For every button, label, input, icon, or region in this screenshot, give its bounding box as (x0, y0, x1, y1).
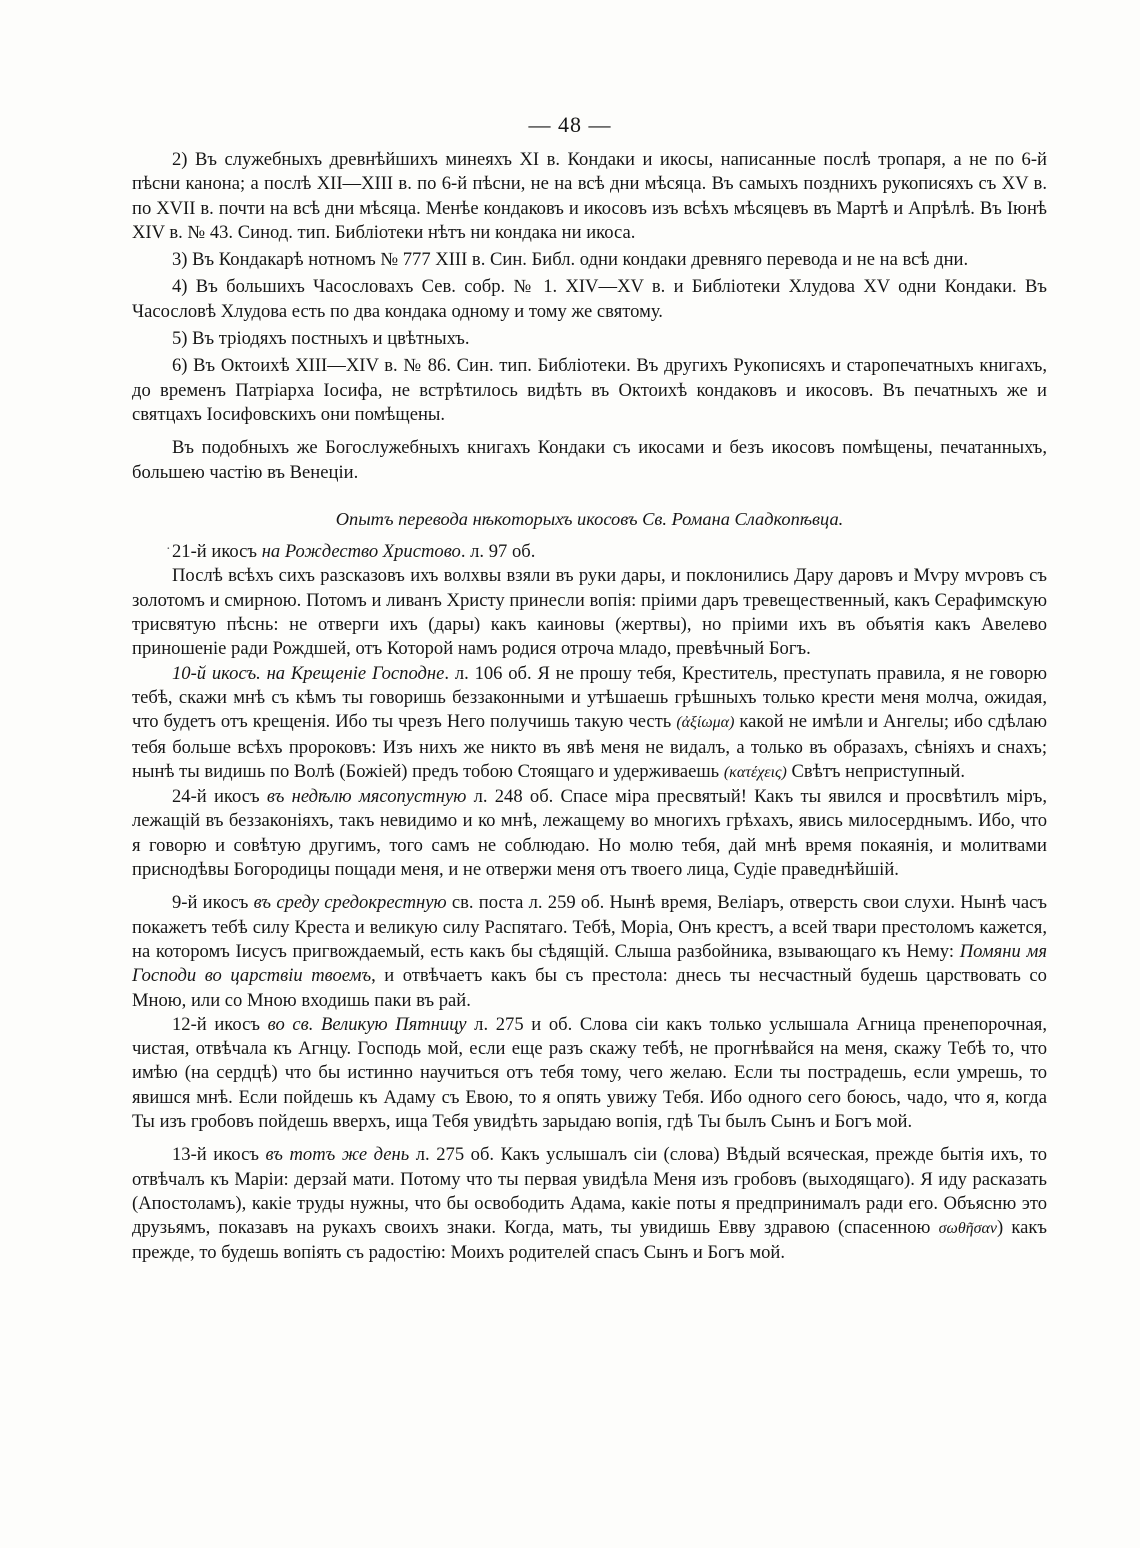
ikos-24-text: л. 248 об. Спасе міра пресвятый! Какъ ты явился и просвѣтилъ міръ, лежащій въ беззаконіяхъ, такъ невидимо и ко мнѣ, лежащему во многихъ грѣхахъ, явись милосерднымъ. Ибо, что я говорю и совѣтую другимъ, того самъ не соблюдаю. Но молю тебя, дай мнѣ время покаянія, и молитвами приснодѣвы Богородицы пощади меня, и не отвержи меня отъ твоего лица, Судіе праведнѣйшій. (132, 786, 1048, 881)
ikos-13-text-1: л. 275 об. Какъ услышалъ сіи (слова) Вѣдый всяческая, прежде бытія ихъ, то отвѣчалъ къ Маріи: дерзай мати. Потому что ты первая увидѣла Меня изъ гробовъ (выходящаго). Я иду расказать (Апостоламъ), какіе труды нужны, что бы освободить Адама, какіе поты я предпринималъ ради его. Объясню это друзьямъ, показавъ на рукахъ своихъ знаки. Когда, мать, ты увидишь Евву здравою (спасенною (132, 1144, 1047, 1239)
paragraph-venice: Въ подобныхъ же Богослужебныхъ книгахъ Кондаки съ икосами и безъ икосовъ помѣщены, печатанныхъ, большею частію въ Венеціи. (132, 437, 1047, 483)
ikos-21-text: Послѣ всѣхъ сихъ разсказовъ ихъ волхвы взяли въ руки дары, и поклонились Дару даровъ и Мѵру мѵровъ съ золотомъ и смирною. Потомъ и ливанъ Христу принесли вопія: пріими даръ тревещественный, какъ Серафимскую трисвятую пѣснь: не отверги ихъ (дары) какъ каиновы (жертвы), но пріими ихъ въ объятія какъ Авелево приношеніе ради Рождшей, отъ Которой намъ родися отроча младо, превѣчный Богъ. (132, 565, 1047, 660)
ikos-13-number: 13-й икосъ (172, 1144, 266, 1166)
page-number: — 48 — (528, 112, 612, 137)
ikos-21-number: 21-й икосъ (172, 541, 262, 563)
ikos-10-text-3: Свѣтъ неприступный. (786, 760, 965, 782)
greek-term-axioma: (ἀξίωμα) (676, 714, 735, 732)
ikos-12-number: 12-й икосъ (172, 1013, 268, 1035)
ikos-10-feast: 10-й икосъ. на Крещеніе Господне (172, 662, 445, 684)
ikos-9-quote: Помяни мя Господи во царствіи твоемъ (132, 940, 1047, 987)
ikos-21-feast: на Рождество Христово (261, 541, 461, 563)
paragraph-4: 4) Въ большихъ Часословахъ Сев. собр. № 1. XIV—XV в. и Библіотеки Хлудова XV одни Кондаки. Въ Часословѣ Хлудова есть по два кондака одному и тому же святому. (132, 276, 1047, 322)
ikos-10 (132, 662, 1047, 785)
ikos-12-text: л. 275 и об. Слова сіи какъ только услышала Агница пренепорочная, чистая, отвѣчала къ Агнцу. Господь мой, если еще разъ скажу тебѣ, не прогнѣвайся на меня, скажу Тебѣ то, что имѣю (на сердцѣ) что бы истинно научиться отъ тебя тому, чего желаю. Если ты пострадешь, если умрешь, то явишся мнѣ. Если пойдешь къ Адаму съ Евою, то я опять увижу Тебя. Ибо одного сего боюсь, чадо, что я, когда Ты изъ гробовъ пойдешь вверхъ, ища Тебя увидѣть зарыдаю вопія, гдѣ Ты былъ Сынъ и Богъ мой. (132, 1013, 1048, 1132)
ikos-12 (132, 1013, 1047, 1134)
ikos-21-heading (132, 540, 1047, 564)
ikos-9-feast: въ среду средокрестную (253, 892, 447, 914)
ikos-13-text-2: ) какъ прежде, то будешь вопіять съ радостію: Моихъ родителей спасъ Сынъ и Богъ мой. (132, 1217, 1048, 1264)
ikos-9-text-1: св. поста л. 259 об. Нынѣ время, Веліаръ, отверсть свои слухи. Нынѣ часъ покажетъ тебѣ силу Креста и великую силу Распятаго. Тебѣ, Моріа, Онъ крестъ, а всей твари престоломъ кажется, на которомъ Іисусъ пригвождаемый, есть какъ бы сѣдящій. Слыша разбойника, взывающаго къ Нему: (132, 892, 1047, 962)
greek-term-sothesan: σωθῆσαν (938, 1220, 997, 1238)
ikos-12-feast: во св. Великую Пятницу (267, 1013, 467, 1035)
ikos-9-text-2: , и отвѣчаетъ какъ бы съ престола: днесь ты несчастный будешь царствовать со Мною, или со Мною входишь паки въ рай. (132, 965, 1047, 1011)
greek-term-katecheis: (κατέχεις) (723, 763, 787, 781)
ikos-10-text-1: . л. 106 об. Я не прошу тебя, Креститель, преступать правила, я не говорю тебѣ, скажи мнѣ съ кѣмъ ты говоришь беззаконными и утѣшаешь грѣшныхъ только крести меня молча, ожидая, что будетъ отъ крещенія. Ибо ты чрезъ Него получишь такую честь (132, 662, 1048, 733)
ikos-24-feast: въ недѣлю мясопустную (266, 786, 467, 808)
ikos-9-number: 9-й икосъ (172, 892, 254, 914)
ikos-21-folio: . л. 97 об. (460, 541, 536, 563)
margin-mark: · (166, 542, 171, 557)
text-body (132, 148, 1047, 1266)
ikos-13 (132, 1143, 1047, 1265)
ikos-13-feast: въ тотъ же день (265, 1144, 410, 1166)
paragraph-2: 2) Въ служебныхъ древнѣйшихъ минеяхъ XI в. Кондаки и икосы, написанные послѣ тропаря, а не по 6-й пѣсни канона; а послѣ XII—XIII в. по 6-й пѣсни, не на всѣ дни мѣсяца. Въ самыхъ позднихъ рукописяхъ съ XV в. по XVII в. почти на всѣ дни мѣсяца. Менѣе кондаковъ и икосовъ изъ всѣхъ мѣсяцевъ въ Мартѣ и Апрѣлѣ. Въ Іюнѣ XIV в. № 43. Синод. тип. Библіотеки нѣтъ ни кондака ни икоса. (132, 149, 1047, 243)
ikos-24-number: 24-й икосъ (172, 786, 267, 808)
ikos-24 (132, 785, 1047, 882)
section-heading: Опытъ перевода нѣкоторыхъ икосовъ Св. Романа Сладкопѣвца. (335, 508, 844, 529)
paragraph-3: 3) Въ Кондакарѣ нотномъ № 777 XIII в. Син. Библ. одни кондаки древняго перевода и не на всѣ дни. (172, 249, 969, 271)
paragraph-6: 6) Въ Октоихѣ XIII—XIV в. № 86. Син. тип. Библіотеки. Въ другихъ Рукописяхъ и старопечатныхъ книгахъ, до временъ Патріарха Іосифа, не встрѣтилось видѣть въ Октоихѣ кондаковъ и икосовъ. Въ печатныхъ же и святцахъ Іосифовскихъ они помѣщены. (132, 355, 1047, 425)
ikos-10-text-2: какой не имѣли и Ангелы; ибо сдѣлаю тебя больше всѣхъ пророковъ: Изъ нихъ же никто въ явѣ меня не видалъ, а только въ образахъ, сѣніяхъ и снахъ; нынѣ ты видишь по Волѣ (Божіей) предъ тобою Стоящаго и удерживаешь (132, 711, 1048, 782)
paragraph-5: 5) Въ тріодяхъ постныхъ и цвѣтныхъ. (172, 328, 470, 350)
ikos-9 (132, 891, 1047, 1012)
